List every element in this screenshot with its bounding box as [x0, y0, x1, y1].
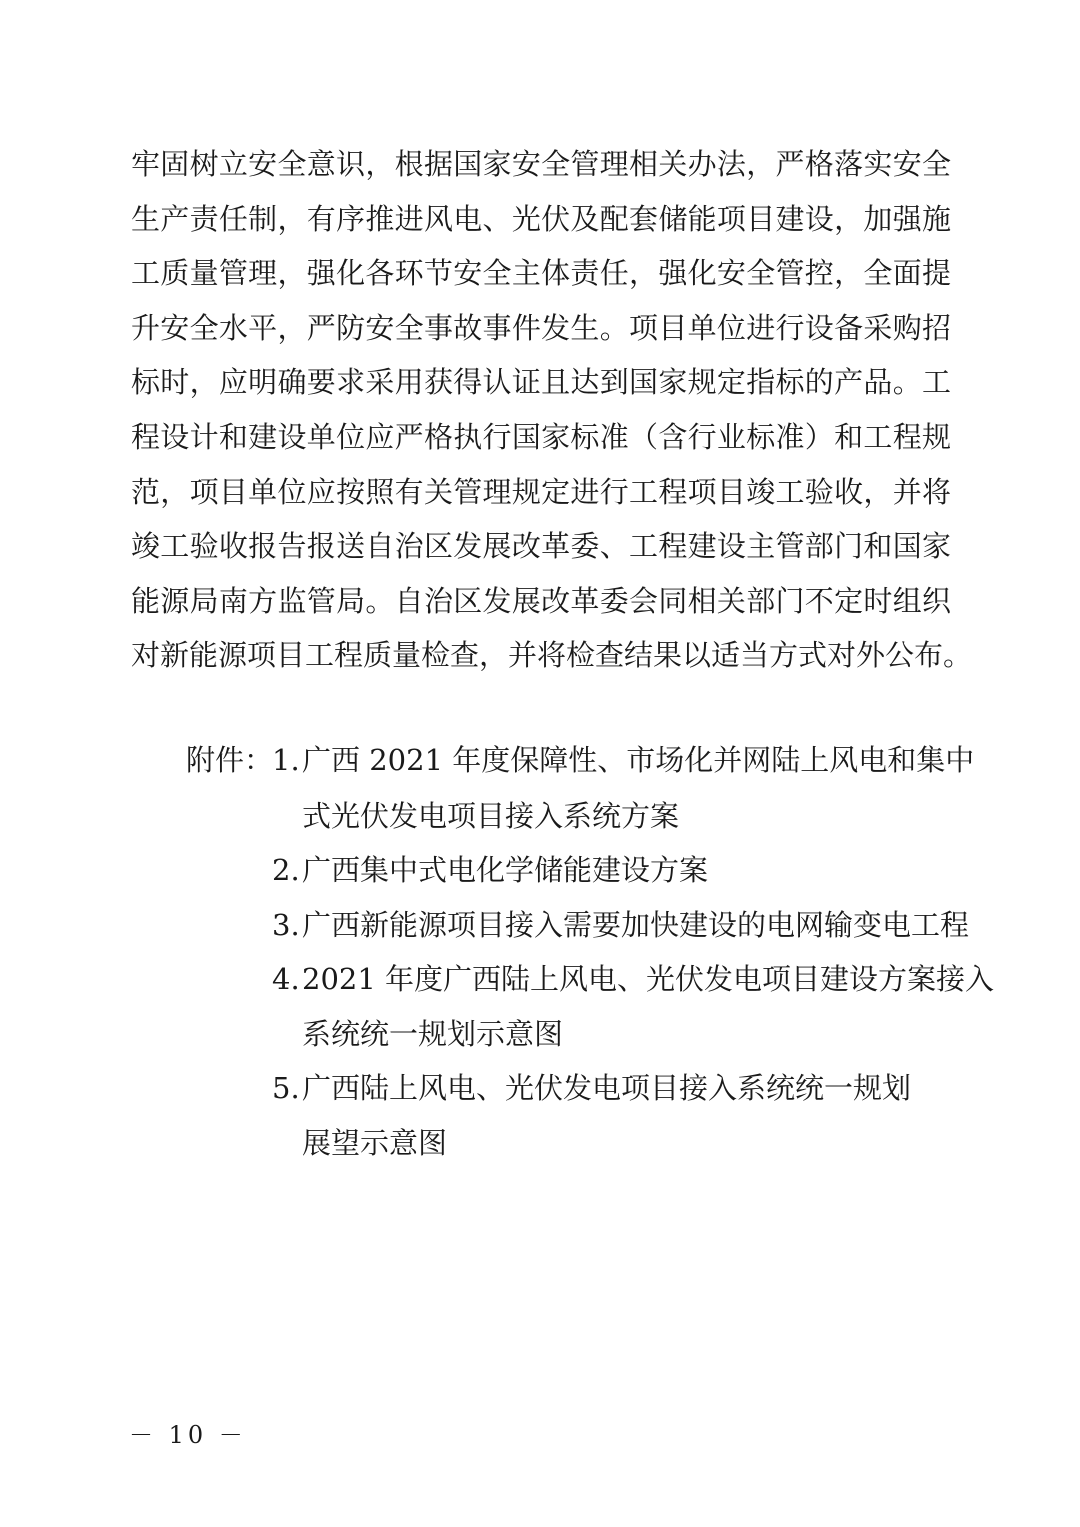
attachment-title-line: 广西新能源项目接入需要加快建设的电网输变电工程	[302, 908, 970, 942]
attachment-title-line: 系统统一规划示意图	[302, 1017, 564, 1051]
attachment-title-line: 广西陆上风电、光伏发电项目接入系统统一规划	[302, 1071, 912, 1105]
attachments-label: 附件：	[186, 743, 274, 777]
attachment-title-line: 广西 2021 年度保障性、市场化并网陆上风电和集中	[302, 743, 975, 777]
paragraph-line: 生产责任制，有序推进风电、光伏及配套储能项目建设，加强施	[131, 201, 951, 236]
attachment-number: 3.	[272, 908, 300, 942]
paragraph-line: 升安全水平，严防安全事故事件发生。项目单位进行设备采购招	[131, 310, 951, 345]
paragraph-line: 能源局南方监管局。自治区发展改革委会同相关部门不定时组织	[131, 583, 951, 618]
page-number: － 10 －	[129, 1421, 247, 1449]
attachment-number: 4.	[272, 962, 300, 996]
attachment-number: 2.	[272, 853, 300, 887]
body-paragraph	[131, 137, 973, 683]
paragraph-line: 标时，应明确要求采用获得认证且达到国家规定指标的产品。工	[131, 365, 951, 400]
paragraph-line: 程设计和建设单位应严格执行国家标准（含行业标准）和工程规	[131, 419, 951, 454]
paragraph-line: 对新能源项目工程质量检查，并将检查结果以适当方式对外公布。	[131, 638, 973, 673]
attachment-title-line: 广西集中式电化学储能建设方案	[302, 853, 709, 887]
paragraph-line: 工质量管理，强化各环节安全主体责任，强化安全管控，全面提	[131, 256, 951, 291]
attachment-title-line: 展望示意图	[302, 1126, 448, 1160]
attachment-number: 1.	[272, 743, 300, 777]
attachment-title-line: 2021 年度广西陆上风电、光伏发电项目建设方案接入	[302, 962, 995, 996]
paragraph-line: 竣工验收报告报送自治区发展改革委、工程建设主管部门和国家	[131, 529, 951, 564]
paragraph-line: 范，项目单位应按照有关管理规定进行工程项目竣工验收，并将	[131, 474, 951, 509]
paragraph-line: 牢固树立安全意识，根据国家安全管理相关办法，严格落实安全	[131, 147, 951, 181]
attachment-number: 5.	[272, 1071, 300, 1105]
attachment-title-line: 式光伏发电项目接入系统方案	[302, 799, 680, 833]
